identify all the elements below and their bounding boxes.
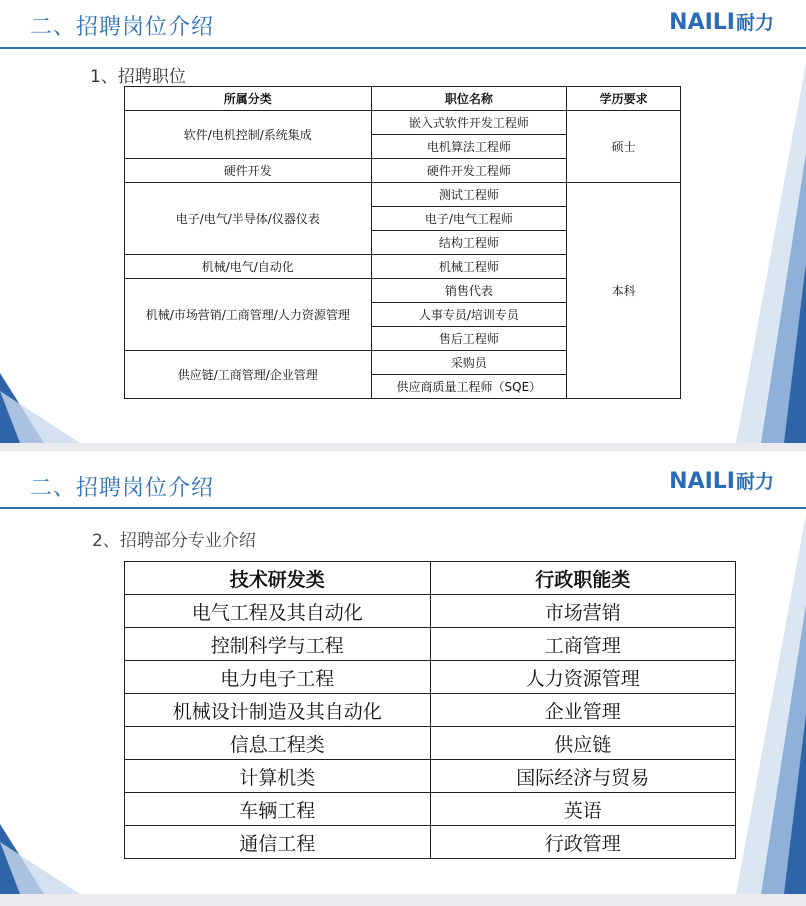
major-cell: 电力电子工程 [125,661,431,694]
majors-table [124,561,736,859]
slide-1 [0,0,806,443]
slide-title: 二、招聘岗位介绍 [30,15,215,40]
table-row [125,760,736,793]
positions-table [124,86,681,399]
header-admin: 行政职能类 [430,562,736,595]
position-cell: 硬件开发工程师 [371,159,567,183]
title-divider [0,47,806,49]
logo-text: NAILI [669,10,735,35]
position-cell: 嵌入式软件开发工程师 [371,111,567,135]
position-cell: 售后工程师 [371,327,567,351]
table-row [125,111,681,135]
major-cell: 控制科学与工程 [125,628,431,661]
major-cell: 电气工程及其自动化 [125,595,431,628]
table-row [125,694,736,727]
position-cell: 电机算法工程师 [371,135,567,159]
major-cell: 人力资源管理 [430,661,736,694]
table-row [125,661,736,694]
header-category: 所属分类 [125,87,372,111]
education-cell: 本科 [567,183,681,399]
position-cell: 供应商质量工程师（SQE） [371,375,567,399]
position-cell: 人事专员/培训专员 [371,303,567,327]
category-cell: 硬件开发 [125,159,372,183]
position-cell: 采购员 [371,351,567,375]
header-education: 学历要求 [567,87,681,111]
major-cell: 计算机类 [125,760,431,793]
education-cell: 硕士 [567,111,681,183]
logo-cn-text: 耐力 [735,12,774,34]
table-row [125,826,736,859]
table-header-row [125,87,681,111]
logo-cn-text: 耐力 [735,471,774,493]
table-row [125,628,736,661]
position-cell: 机械工程师 [371,255,567,279]
major-cell: 工商管理 [430,628,736,661]
corner-decoration-left [0,784,80,894]
major-cell: 行政管理 [430,826,736,859]
major-cell: 英语 [430,793,736,826]
major-cell: 国际经济与贸易 [430,760,736,793]
slide-title: 二、招聘岗位介绍 [30,476,215,501]
section-subheading: 1、招聘职位 [90,67,186,87]
table-row [125,793,736,826]
naili-logo [669,467,774,494]
section-subheading: 2、招聘部分专业介绍 [92,531,256,551]
category-cell: 机械/市场营销/工商管理/人力资源管理 [125,279,372,351]
major-cell: 车辆工程 [125,793,431,826]
header-tech-rd: 技术研发类 [125,562,431,595]
header-position: 职位名称 [371,87,567,111]
major-cell: 市场营销 [430,595,736,628]
corner-decoration-right [706,63,806,443]
position-cell: 销售代表 [371,279,567,303]
logo-text: NAILI [669,469,735,494]
category-cell: 机械/电气/自动化 [125,255,372,279]
category-cell: 供应链/工商管理/企业管理 [125,351,372,399]
title-divider [0,507,806,509]
table-row [125,727,736,760]
major-cell: 企业管理 [430,694,736,727]
major-cell: 供应链 [430,727,736,760]
corner-decoration-left [0,333,80,443]
naili-logo [669,8,774,35]
table-row [125,595,736,628]
position-cell: 结构工程师 [371,231,567,255]
major-cell: 通信工程 [125,826,431,859]
table-row [125,183,681,207]
table-header-row [125,562,736,595]
category-cell: 软件/电机控制/系统集成 [125,111,372,159]
major-cell: 信息工程类 [125,727,431,760]
position-cell: 电子/电气工程师 [371,207,567,231]
major-cell: 机械设计制造及其自动化 [125,694,431,727]
position-cell: 测试工程师 [371,183,567,207]
category-cell: 电子/电气/半导体/仪器仪表 [125,183,372,255]
